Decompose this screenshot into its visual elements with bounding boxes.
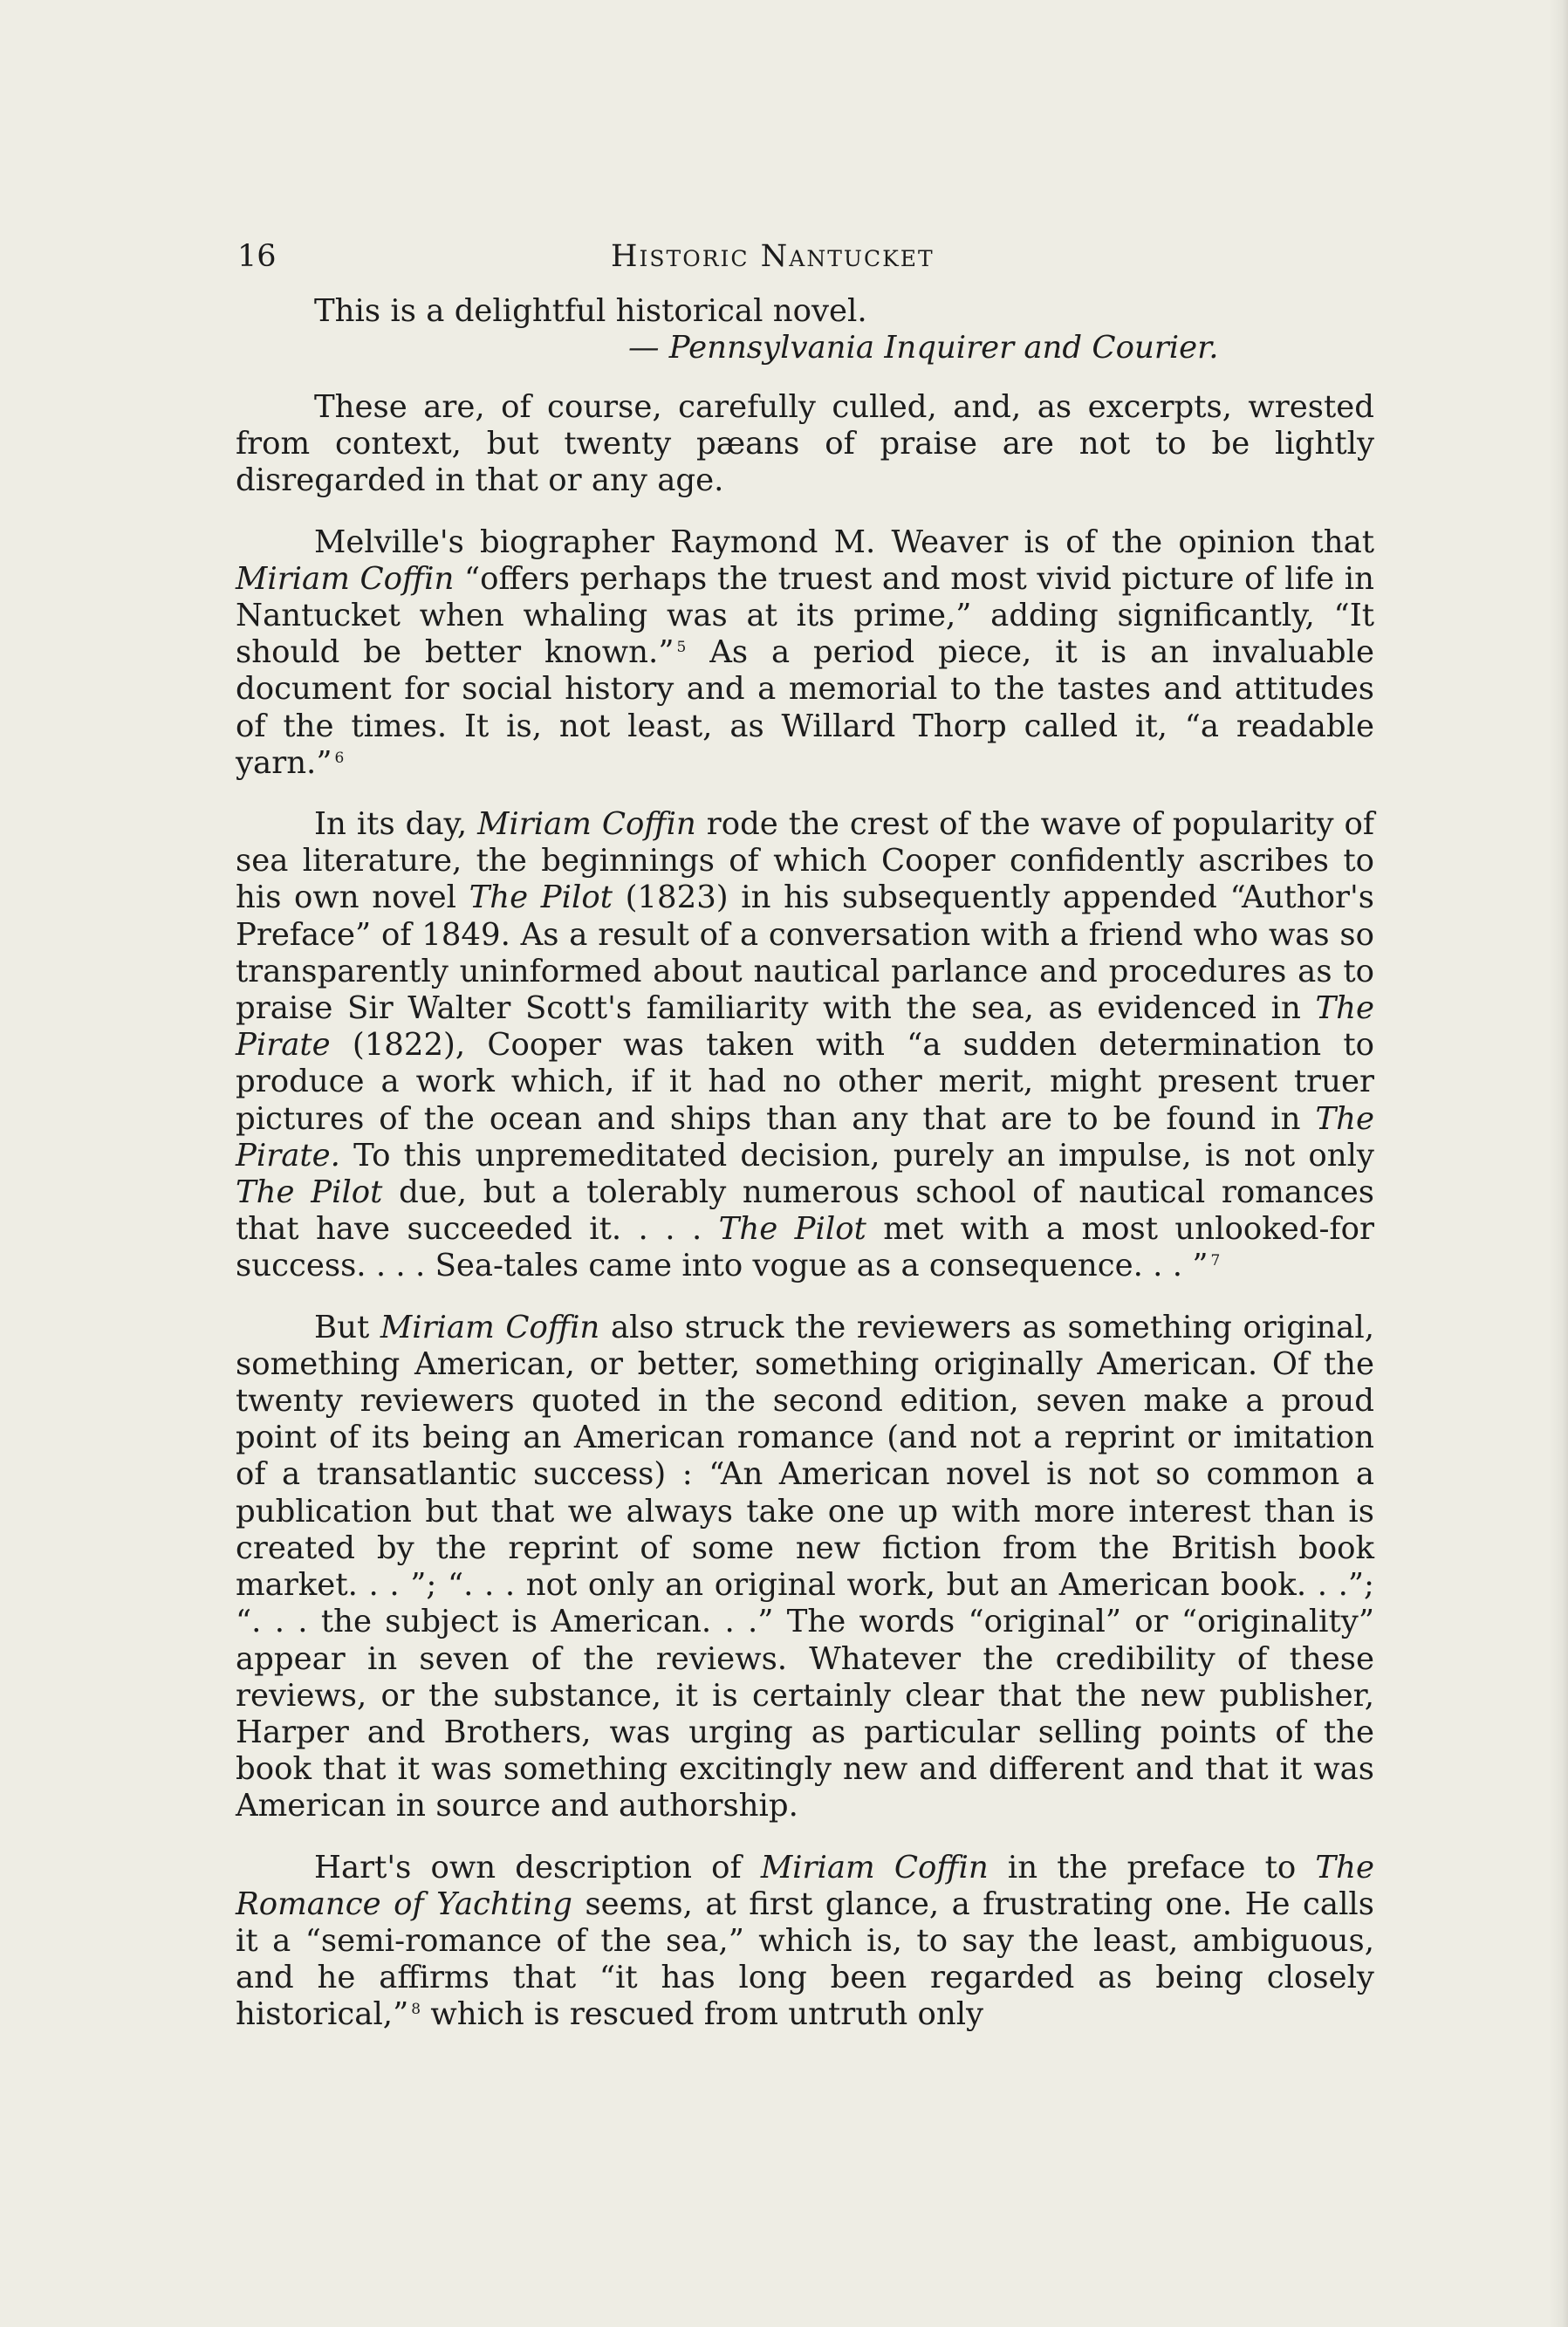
p5-text-4: which is rescued from untruth only [421,1996,984,2033]
p3-text-6: due, but a tolerably numerous school of nautical romances that have succeeded it. . . . [236,1174,1374,1248]
footnote-ref-6: 6 [334,749,345,767]
footnote-ref-8: 8 [411,2001,421,2019]
epigraph-source: — Pennsylvania Inquirer and Courier. [628,330,1219,366]
paragraph-4 [236,1310,1374,1825]
epigraph [236,293,1374,366]
p2-text-3: As a period piece, it is an invaluable document for social history and a memorial to the tastes and attitudes of the times. It is, not least, as Willard Thorp called it, “a readable yarn.” [236,634,1374,781]
p3-text-3: (1823) in his subsequently appended “Author's Preface” of 1849. As a result of a conversation with a friend who was so transparently uninformed about nautical parlance and procedures as to praise Sir Walter Scott's familiarity with the sea, as evidenced in [236,879,1374,1027]
paragraph-1-text: These are, of course, carefully culled, and, as excerpts, wrested from context, but twenty pæans of praise are not to be lightly disregarded in that or any age. [236,389,1374,499]
book-title-miriam-coffin: Miriam Coffin [477,806,696,843]
p5-text-1: Hart's own description of [314,1849,761,1886]
paragraph-1 [236,389,1374,500]
p4-text-2: also struck the reviewers as something original, something American, or better, something originally American. Of the twenty reviewers quoted in the second edition, seven make a proud point of its being an American romance (and not a reprint or imitation of a transatlantic success) : “An American novel is not so common a publication but that we always take one up with more interest than is created by the reprint of some new fiction from the British book market. . . ”; “. . . not only an original work, but an American book. . .”; “. . . the subject is American. . .” The words “original” or “originality” appear in seven of the reviews. Whatever the credibility of these reviews, or the substance, it is certainly clear that the new publisher, Harper and Brothers, was urging as particular selling points of the book that it was something excitingly new and different and that it was American in source and authorship. [236,1309,1374,1824]
p3-text-4: (1822), Cooper was taken with “a sudden determination to produce a work which, if it had no other merit, might present truer pictures of the ocean and ships than any that are to be found in [236,1027,1374,1137]
page-header [0,234,1568,286]
page-edge-shadow [1549,0,1568,2327]
p3-text-2: rode the crest of the wave of popularity of sea literature, the beginnings of which Cooper confidently ascribes to his own novel [236,806,1375,916]
book-title-the-pilot: The Pilot [469,879,613,916]
p5-text-2: in the preface to [988,1849,1316,1886]
footnote-ref-7: 7 [1210,1252,1221,1270]
p2-text-2: “offers perhaps the truest and most vivid picture of life in Nantucket when whaling was at its prime,” adding significantly, “It should be better known.” [236,560,1374,671]
p3-text-1: In its day, [314,806,478,843]
p2-text-1: Melville's biographer Raymond M. Weaver is of the opinion that [314,524,1374,560]
footnote-ref-5: 5 [676,639,687,657]
book-title-romance-of-yachting: The Romance of Yachting [236,1849,1374,1922]
book-title-miriam-coffin: Miriam Coffin [236,560,455,597]
book-title-the-pilot: The Pilot [718,1211,866,1248]
paragraph-3 [236,806,1374,1285]
paragraph-2 [236,524,1374,782]
body-text [236,293,1374,2034]
page-number: 16 [237,239,277,274]
p3-text-5: To this unpremeditated decision, purely an impulse, is not only [339,1137,1374,1174]
book-title-miriam-coffin: Miriam Coffin [760,1849,989,1886]
epigraph-quote: This is a delightful historical novel. [314,293,867,329]
running-head: Historic Nantucket [611,239,935,274]
book-title-miriam-coffin: Miriam Coffin [380,1309,600,1345]
p4-text-1: But [314,1309,380,1345]
p5-text-3: seems, at first glance, a frustrating one. He calls it a “semi-romance of the sea,” which is, to say the least, ambiguous, and he affirms that “it has long been regarded as being closely historical,” [236,1886,1374,2033]
p3-text-7: met with a most unlooked-for success. . . . Sea-tales came into vogue as a consequence. . . ” [236,1211,1374,1284]
paragraph-5 [236,1850,1374,2034]
book-title-the-pirate: The Pirate. [236,1100,1374,1174]
book-title-the-pilot: The Pilot [236,1174,383,1211]
book-title-the-pirate: The Pirate [236,990,1374,1064]
